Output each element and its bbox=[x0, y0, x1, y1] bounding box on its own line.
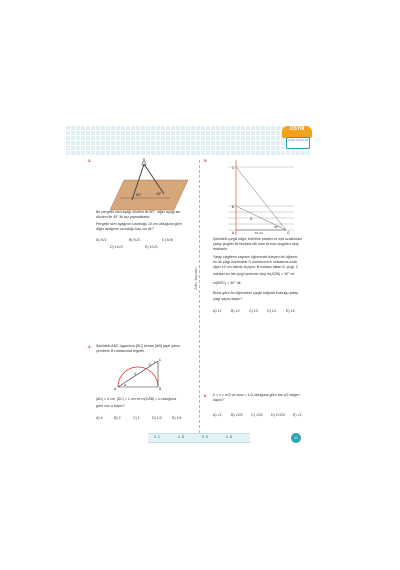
q3-compass-figure bbox=[110, 160, 190, 212]
q6-text: 0 < x < π/2 ve cosx = 1/3 olduğuna göre tan x/2 değeri kaçtır? bbox=[213, 393, 300, 403]
q6-number: 6. bbox=[204, 393, 208, 398]
q5-option-c: C) 13 bbox=[249, 309, 258, 313]
answer-key-bar bbox=[148, 433, 250, 443]
q4-label-4: 4 bbox=[134, 372, 136, 376]
q3-option-e: E) 10√3 bbox=[145, 245, 158, 249]
q4-triangle-figure bbox=[110, 357, 170, 391]
q5-label-o: O bbox=[287, 231, 290, 235]
osym-badge bbox=[282, 126, 312, 152]
q4-line-1: Şekildeki ABC üçgeninin [BC] kenarı [AB] çaplı yarım bbox=[96, 344, 181, 348]
q3-angle-60: 60° bbox=[136, 193, 142, 197]
q5-line-1: Şekildeki çizgili kâğıt, birbirine paralel ve eşit uzaklıktaki bbox=[213, 237, 302, 241]
q4-option-b: B) 2 bbox=[114, 416, 121, 420]
q5-option-d: D) 14 bbox=[267, 309, 276, 313]
header-band bbox=[65, 125, 310, 155]
q4-label-alpha: α bbox=[124, 383, 126, 387]
badge-subtitle: TARZI SORULAR bbox=[286, 137, 310, 149]
answer-key-item: 6. B bbox=[226, 435, 233, 439]
column-divider bbox=[199, 160, 200, 438]
q4-label-b: B bbox=[159, 387, 162, 391]
q5-label-d: D bbox=[250, 217, 253, 221]
q4-option-d: D) 1/2 bbox=[152, 416, 162, 420]
q5-label-a: A bbox=[232, 231, 235, 235]
q4-option-a: A) 4 bbox=[96, 416, 103, 420]
q5-line-5: en alt çizgi üzerindeki O noktasının A noktasına uzak- bbox=[213, 260, 299, 264]
q4-label-c: C bbox=[159, 358, 162, 362]
q5-label-b: B bbox=[232, 205, 235, 209]
q3-option-b: B) 5√3 bbox=[129, 238, 140, 242]
q5-line-9: Buna göre bu öğrencinin çizgili kâğıdta bulduğu yatay bbox=[213, 291, 299, 295]
q5-label-c: C bbox=[232, 166, 235, 170]
q3-line-4: diğer ayağının uzunluğu kaç cm dir? bbox=[96, 227, 154, 231]
q5-number: 5. bbox=[204, 158, 208, 163]
q5-line-8: m(BÔC) = 30° dir. bbox=[213, 281, 242, 285]
q4-cond-1: |AD| = 4 cm, |DC| = 1 cm ve m(CÂB) = α olduğuna bbox=[96, 397, 177, 401]
q3-option-d: D) 10√2 bbox=[110, 245, 123, 249]
q6-option-e: E) √2 bbox=[293, 413, 302, 417]
q4-line-2: çembere B noktasında teğettir. bbox=[96, 349, 145, 353]
page-number: 11 bbox=[291, 433, 301, 443]
q4-number: 4. bbox=[88, 344, 92, 349]
q5-line-3: maktadır. bbox=[213, 247, 228, 251]
answer-key-item: 4. B bbox=[178, 435, 185, 439]
q5-line-10: çizgi sayısı kaçtır? bbox=[213, 297, 243, 301]
q6-option-d: D) 2√2/3 bbox=[271, 413, 285, 417]
q3-option-c: C) 5√6 bbox=[162, 238, 173, 242]
answer-key-item: 5. E bbox=[202, 435, 209, 439]
q5-option-e: E) 15 bbox=[286, 309, 295, 313]
q4-option-e: E) 1/4 bbox=[172, 416, 182, 420]
q5-line-2: yatay çizgiler ile bunlara dik olan kırmızı çizgiden oluş- bbox=[213, 242, 300, 246]
q6-option-a: A) √2 bbox=[213, 413, 222, 417]
q5-paper bbox=[228, 160, 294, 235]
q3-plane bbox=[110, 180, 188, 210]
q3-line-3: Pergelin sivri ayağının uzunluğu 10 cm olduğuna göre bbox=[96, 222, 182, 226]
q3-line-1: Bir pergelin sivri ayağı düzlem ile 60°, diğer ayağı ise bbox=[96, 210, 181, 214]
q5-line-7: noktası en üst çizgi üzerinde olup m(AÔB) = 30° ve bbox=[213, 272, 295, 276]
q3-line-2: düzlem ile 45° lik açı yapmaktadır. bbox=[96, 215, 151, 219]
q3-angle-45: 45° bbox=[156, 192, 162, 196]
q5-label-angle: 30° bbox=[274, 225, 279, 229]
q5-label-dist: 10 cm bbox=[255, 231, 264, 235]
q4-label-1: 1 bbox=[154, 360, 156, 364]
q4-label-a: A bbox=[114, 387, 117, 391]
q3-option-a: A) 5√2 bbox=[96, 238, 107, 242]
q3-number: 3. bbox=[88, 158, 92, 163]
q4-option-c: C) 1 bbox=[133, 416, 140, 420]
q5-option-b: B) 12 bbox=[231, 309, 240, 313]
q5-option-a: A) 11 bbox=[213, 309, 222, 313]
q5-line-4: Yatay çizgilerin sayısını öğrenmek isteyen bir öğrenci bbox=[213, 255, 298, 259]
q6-option-b: B) √2/3 bbox=[231, 413, 243, 417]
q4-label-d: D bbox=[149, 363, 152, 367]
q4-cond-2: göre cos α kaçtır? bbox=[96, 404, 125, 408]
badge-title: ÖSYM bbox=[282, 126, 312, 138]
q6-option-c: C) √2/2 bbox=[251, 413, 263, 417]
answer-key-item: 3. C bbox=[154, 435, 161, 439]
q5-lined-paper-figure bbox=[228, 160, 294, 235]
q5-line-6: lığını 10 cm olarak ölçüyor. B noktası alttan 5. çizgi, C bbox=[213, 265, 299, 269]
publisher-label: Zafer Yayınları bbox=[194, 267, 198, 290]
